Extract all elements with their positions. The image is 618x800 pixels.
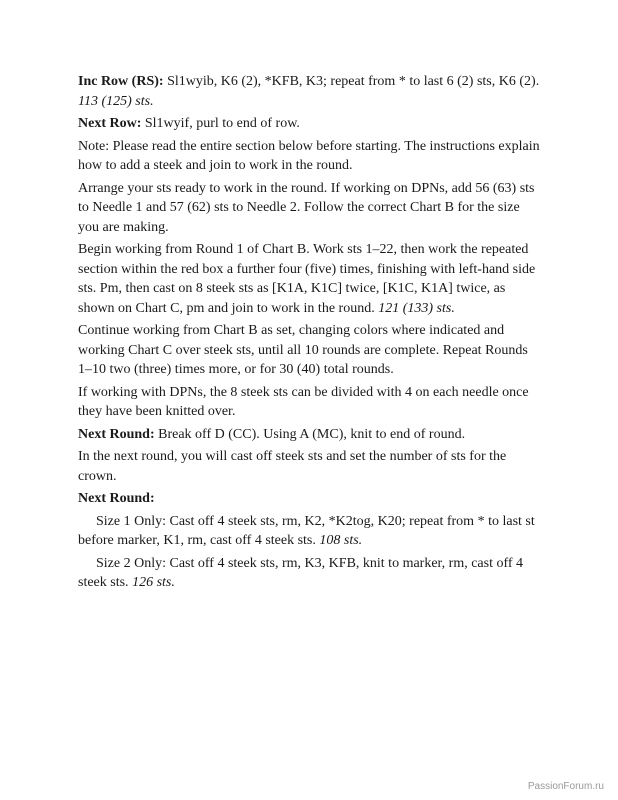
size-1-paragraph [78,512,540,551]
paragraph-text: Break off D (CC). Using A (MC), knit to end of round. [154,426,466,442]
begin-chart-paragraph [78,240,540,318]
paragraph-label: Next Row: [78,116,142,131]
stitch-count: 108 sts. [319,533,363,548]
inc-row-paragraph [78,72,540,111]
next-row-paragraph [78,114,540,134]
document-body [78,72,540,596]
stitch-count: 121 (133) sts. [378,300,455,316]
paragraph-label: Next Round: [78,426,155,442]
stitch-count: 113 (125) sts. [78,93,154,109]
paragraph-text: Size 1 Only: Cast off 4 steek sts, rm, K2, *K2tog, K20; repeat from * to last st before marker, K1, rm, cast off 4 steek sts. [78,513,535,548]
paragraph-text: Begin working from Round 1 of Chart B. Work sts 1–22, then work the repeated section within the red box a further four (five) times, finishing with left-hand side sts. Pm, then cast on 8 steek sts as [K1A, K1C] twice, [K1C, K1A] twice, as shown on Chart C, pm and join to work in the round. [78,242,536,316]
paragraph-text: Sl1wyib, K6 (2), *KFB, K3; repeat from * to last 6 (2) sts, K6 (2). [163,74,540,89]
paragraph-label: Inc Row (RS): [78,74,164,89]
arrange-paragraph: Arrange your sts ready to work in the round. If working on DPNs, add 56 (63) sts to Needle 1 and 57 (62) sts to Needle 2. Follow the correct Chart B for the size you are making. [78,180,535,235]
next-round-heading [78,489,540,509]
next-round-break-paragraph [78,425,540,445]
continue-chart-paragraph: Continue working from Chart B as set, changing colors where indicated and working Chart C over steek sts, until all 10 rounds are complete. Repeat Rounds 1–10 two (three) times more, or for 30 (40) total rounds. [78,323,528,377]
paragraph-label: Next Round: [78,491,155,506]
paragraph-text: Size 2 Only: Cast off 4 steek sts, rm, K3, KFB, knit to marker, rm, cast off 4 steek sts. [78,555,524,590]
watermark: PassionForum.ru [527,781,604,792]
size-2-paragraph [78,554,540,593]
note-paragraph: Note: Please read the entire section below before starting. The instructions explain how to add a steek and join to work in the round. [78,138,540,173]
dpn-steek-paragraph: If working with DPNs, the 8 steek sts can be divided with 4 on each needle once they have been knitted over. [78,384,529,419]
cast-off-intro-paragraph: In the next round, you will cast off steek sts and set the number of sts for the crown. [78,449,507,484]
paragraph-text: Sl1wyif, purl to end of row. [141,116,300,131]
stitch-count: 126 sts. [132,575,175,590]
